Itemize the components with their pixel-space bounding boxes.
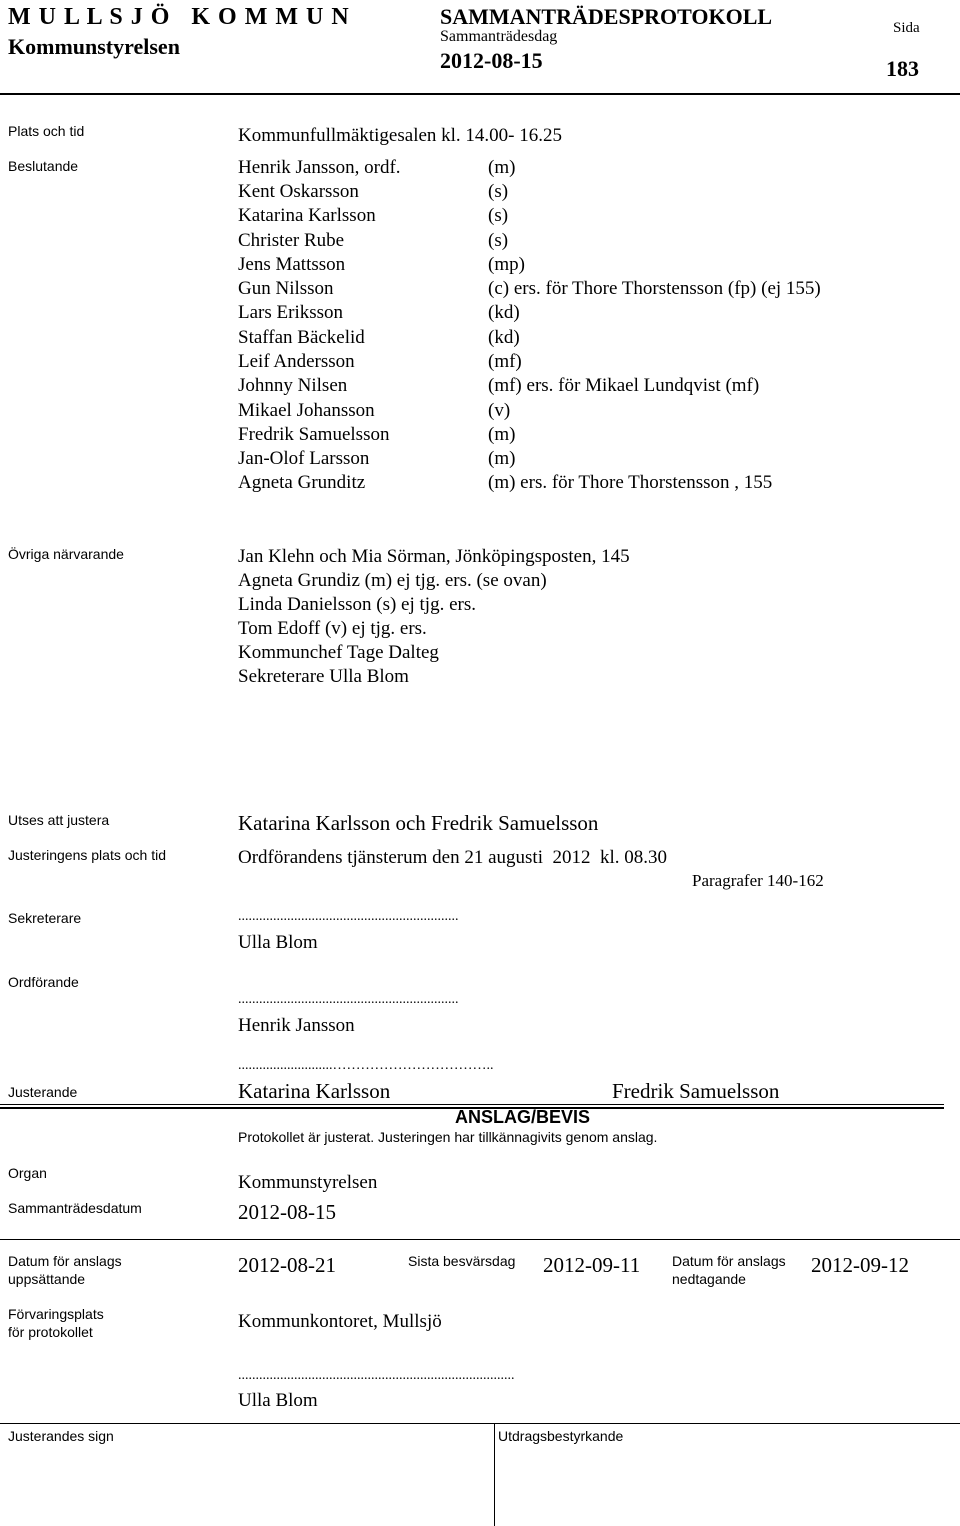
excerpt-certifier-label: Utdragsbestyrkande	[498, 1428, 624, 1444]
member-name: Leif Andersson	[238, 351, 355, 372]
removed-date-value: 2012-09-12	[811, 1253, 909, 1277]
footer-divider	[0, 1423, 960, 1424]
deciding-members-list	[0, 156, 960, 496]
member-party: (s)	[488, 205, 509, 226]
municipality-name: M U L L S J Ö K O M M U N	[8, 4, 350, 30]
member-name: Jens Mattsson	[238, 254, 346, 275]
dates-divider	[0, 1239, 960, 1240]
member-name: Johnny Nilsen	[238, 375, 348, 396]
place-time-value: Kommunfullmäktigesalen kl. 14.00- 16.25	[238, 125, 563, 146]
member-name: Gun Nilsson	[238, 278, 334, 299]
meeting-date: 2012-08-15	[440, 48, 543, 73]
organ-label: Organ	[8, 1165, 47, 1181]
notice-statement: Protokollet är justerat. Justeringen har tillkännagivits genom anslag.	[238, 1129, 658, 1145]
adjuster-2-name: Fredrik Samuelsson	[612, 1079, 780, 1103]
removed-date-label-line: Datum för anslags	[672, 1253, 786, 1269]
chair-name: Henrik Jansson	[238, 1015, 355, 1036]
member-name: Henrik Jansson, ordf.	[238, 157, 401, 178]
adjusters-sign-label: Justerandes sign	[8, 1428, 114, 1444]
board-name: Kommunstyrelsen	[8, 34, 180, 59]
appointed-adjusters-value: Katarina Karlsson och Fredrik Samuelsson	[238, 811, 599, 835]
member-party: (s)	[488, 181, 509, 202]
removed-date-label	[672, 1252, 786, 1288]
posted-date-label-line: uppsättande	[8, 1271, 86, 1287]
storage-label	[8, 1305, 104, 1341]
member-party: (v)	[488, 400, 511, 421]
secretary-name: Ulla Blom	[238, 932, 318, 953]
posted-date-label-line: Datum för anslags	[8, 1253, 122, 1269]
deciding-label: Beslutande	[8, 158, 79, 174]
storage-label-line: Förvaringsplats	[8, 1306, 104, 1322]
meeting-date-label-notice: Sammanträdesdatum	[8, 1200, 142, 1216]
others-present-list	[238, 545, 630, 689]
document-type: SAMMANTRÄDESPROTOKOLL	[440, 4, 773, 29]
page-number: 183	[886, 56, 919, 81]
notice-divider	[0, 1104, 944, 1105]
adjustment-place-label: Justeringens plats och tid	[8, 847, 166, 863]
member-party: (m) ers. för Thore Thorstensson , 155	[488, 472, 773, 493]
notice-title: ANSLAG/BEVIS	[455, 1107, 591, 1127]
member-party: (kd)	[488, 302, 520, 323]
member-name: Lars Eriksson	[238, 302, 344, 323]
adjustment-place-value: Ordförandens tjänsterum den 21 augusti 2012 kl. 08.30	[238, 847, 668, 868]
secretary-signature-line: ...............................................................	[238, 909, 459, 924]
place-time-label: Plats och tid	[8, 123, 85, 139]
header-divider	[0, 93, 960, 95]
member-name: Staffan Bäckelid	[238, 327, 365, 348]
others-present-label: Övriga närvarande	[8, 546, 124, 562]
member-party: (m)	[488, 424, 516, 445]
meeting-date-label: Sammanträdesdag	[440, 28, 558, 45]
posted-date-label	[8, 1252, 122, 1288]
notice-signature-line: ...............................................................................	[238, 1368, 515, 1383]
others-line: Sekreterare Ulla Blom	[238, 666, 409, 687]
chair-signature-line: ...............................................................	[238, 992, 459, 1007]
appeal-deadline-label: Sista besvärsdag	[408, 1253, 516, 1269]
page-label: Sida	[893, 20, 920, 36]
others-line: Tom Edoff (v) ej tjg. ers.	[238, 618, 427, 639]
member-name: Mikael Johansson	[238, 400, 375, 421]
member-party: (m)	[488, 157, 516, 178]
member-name: Agneta Grunditz	[238, 472, 366, 493]
others-line: Linda Danielsson (s) ej tjg. ers.	[238, 594, 476, 615]
appeal-deadline-value: 2012-09-11	[543, 1253, 641, 1277]
secretary-label: Sekreterare	[8, 910, 82, 926]
member-party: (mf)	[488, 351, 522, 372]
notice-signature-name: Ulla Blom	[238, 1390, 318, 1411]
member-name: Katarina Karlsson	[238, 205, 376, 226]
member-name: Jan-Olof Larsson	[238, 448, 370, 469]
appointed-adjusters-label: Utses att justera	[8, 812, 110, 828]
storage-label-line: för protokollet	[8, 1324, 93, 1340]
meeting-date-value-notice: 2012-08-15	[238, 1200, 336, 1224]
member-party: (m)	[488, 448, 516, 469]
member-name: Christer Rube	[238, 230, 345, 251]
adjusters-signature-line: ...........................……………………………..	[238, 1058, 494, 1073]
member-party: (mf) ers. för Mikael Lundqvist (mf)	[488, 375, 760, 396]
others-line: Jan Klehn och Mia Sörman, Jönköpingsposten, 145	[238, 546, 630, 567]
chair-label: Ordförande	[8, 974, 79, 990]
member-name: Fredrik Samuelsson	[238, 424, 390, 445]
adjusters-label: Justerande	[8, 1084, 78, 1100]
others-line: Agneta Grundiz (m) ej tjg. ers. (se ovan)	[238, 570, 547, 591]
organ-value: Kommunstyrelsen	[238, 1172, 378, 1193]
member-party: (kd)	[488, 327, 520, 348]
removed-date-label-line: nedtagande	[672, 1271, 746, 1287]
others-line: Kommunchef Tage Dalteg	[238, 642, 439, 663]
member-party: (s)	[488, 230, 509, 251]
member-party: (mp)	[488, 254, 525, 275]
storage-value: Kommunkontoret, Mullsjö	[238, 1311, 442, 1332]
member-party: (c) ers. för Thore Thorstensson (fp) (ej 155)	[488, 278, 821, 299]
posted-date-value: 2012-08-21	[238, 1253, 336, 1277]
paragraphs-range: Paragrafer 140-162	[692, 871, 824, 890]
adjuster-1-name: Katarina Karlsson	[238, 1079, 391, 1103]
member-name: Kent Oskarsson	[238, 181, 359, 202]
footer-column-divider	[494, 1423, 495, 1526]
